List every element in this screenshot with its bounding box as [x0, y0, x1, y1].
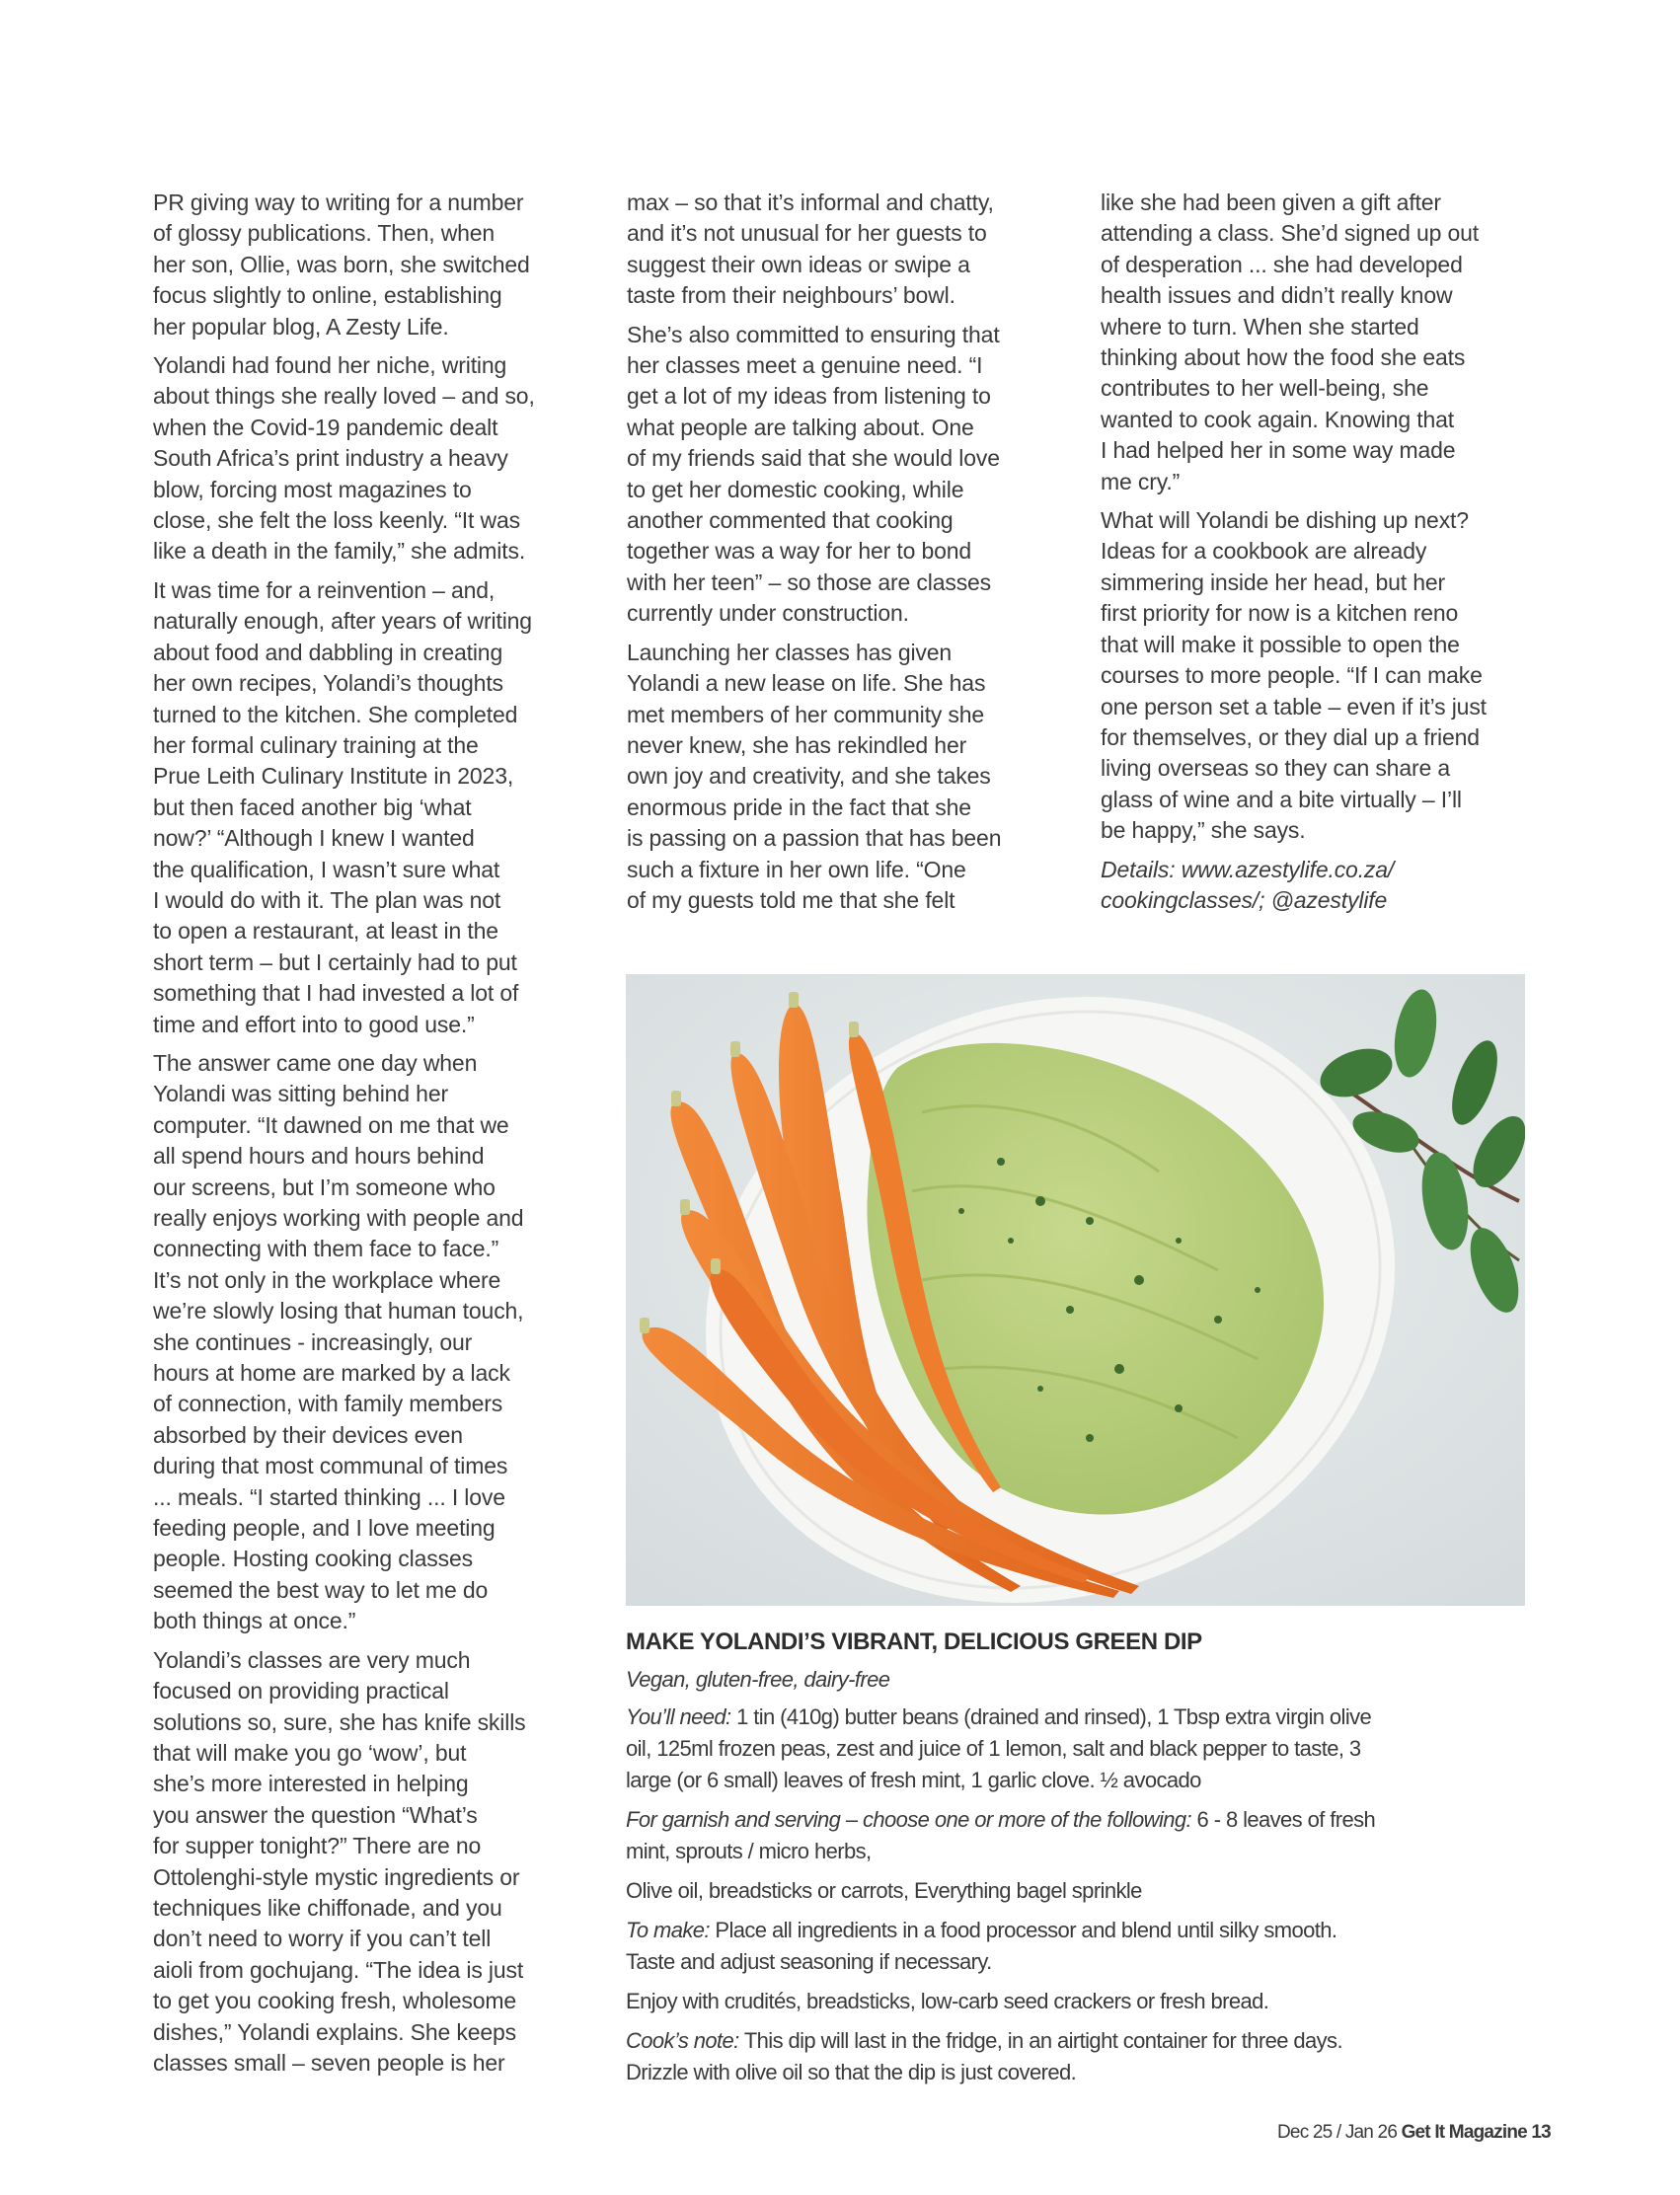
text-line: turned to the kitchen. She completed	[153, 701, 518, 727]
recipe-box	[626, 1627, 1534, 2096]
text-line: connecting with them face to face.”	[153, 1236, 499, 1262]
text-line: where to turn. When she started	[1101, 313, 1419, 340]
text-line: I would do with it. The plan was not	[153, 886, 501, 913]
article-paragraph	[627, 638, 1061, 917]
text-line: that will make it possible to open the	[1101, 631, 1460, 657]
text-line: courses to more people. “If I can make	[1101, 662, 1483, 689]
text-line: during that most communal of times	[153, 1453, 508, 1479]
text-line: Launching her classes has given	[627, 639, 953, 665]
text-line: for supper tonight?” There are no	[153, 1833, 482, 1859]
text-line: get a lot of my ideas from listening to	[627, 383, 991, 410]
text-line: Yolandi had found her niche, writing	[153, 352, 507, 379]
article-paragraph	[1101, 505, 1535, 846]
article-column-1	[153, 188, 587, 2086]
text-line: blow, forcing most magazines to	[153, 476, 472, 502]
text-line: focused on providing practical	[153, 1678, 449, 1704]
text-line: It’s not only in the workplace where	[153, 1266, 501, 1293]
text-line: contributes to her well-being, she	[1101, 375, 1429, 402]
article-paragraph	[627, 188, 1061, 312]
text-line: ... meals. “I started thinking ... I love	[153, 1483, 505, 1510]
magazine-name: Get It Magazine	[1401, 2122, 1527, 2143]
text-line: she’s more interested in helping	[153, 1771, 469, 1797]
text-line: to get you cooking fresh, wholesome	[153, 1988, 517, 2014]
text-line: you answer the question “What’s	[153, 1801, 478, 1828]
text-line: PR giving way to writing for a number	[153, 189, 524, 215]
text-line: one person set a table – even if it’s just	[1101, 693, 1487, 719]
text-line: She’s also committed to ensuring that	[627, 321, 1000, 347]
recipe-serving-extras: Olive oil, breadsticks or carrots, Everything bagel sprinkle	[626, 1878, 1142, 1903]
details-line-1: Details: www.azestylife.co.za/	[1101, 856, 1395, 882]
text-line: is passing on a passion that has been	[627, 825, 1002, 852]
text-line: now?’ “Although I knew I wanted	[153, 825, 475, 852]
text-line: be happy,” she says.	[1101, 817, 1306, 844]
garnish-line-2: mint, sprouts / micro herbs,	[626, 1839, 872, 1863]
text-line: Yolandi was sitting behind her	[153, 1081, 448, 1107]
method-line-1: Place all ingredients in a food processor and blend until silky smooth.	[709, 1918, 1337, 1942]
ingredients-line-3: large (or 6 small) leaves of fresh mint, 1 garlic clove. ½ avocado	[626, 1768, 1201, 1792]
text-line: Yolandi a new lease on life. She has	[627, 670, 986, 697]
text-line: our screens, but I’m someone who	[153, 1173, 496, 1200]
text-line: focus slightly to online, establishing	[153, 282, 502, 309]
cooks-note-label: Cook’s note:	[626, 2028, 739, 2053]
text-line: but then faced another big ‘what	[153, 794, 472, 820]
text-line: to get her domestic cooking, while	[627, 476, 964, 502]
text-line: glass of wine and a bite virtually – I’ll	[1101, 786, 1462, 812]
text-line: South Africa’s print industry a heavy	[153, 445, 508, 472]
text-line: her classes meet a genuine need. “I	[627, 352, 983, 379]
text-line: naturally enough, after years of writing	[153, 608, 532, 635]
text-line: we’re slowly losing that human touch,	[153, 1298, 524, 1325]
text-line: It was time for a reinvention – and,	[153, 576, 496, 603]
text-line: first priority for now is a kitchen reno	[1101, 600, 1459, 627]
article-column-3-body	[1101, 188, 1535, 847]
text-line: own joy and creativity, and she takes	[627, 763, 991, 790]
text-line: of connection, with family members	[153, 1391, 503, 1417]
text-line: Ottolenghi-style mystic ingredients or	[153, 1863, 520, 1890]
text-line: about things she really loved – and so,	[153, 383, 535, 410]
text-line: time and effort into to good use.”	[153, 1011, 475, 1037]
text-line: seemed the best way to let me do	[153, 1576, 489, 1603]
ingredients-line-1: 1 tin (410g) butter beans (drained and rinsed), 1 Tbsp extra virgin olive	[730, 1704, 1372, 1729]
text-line: of my friends said that she would love	[627, 445, 1000, 472]
text-line: attending a class. She’d signed up out	[1101, 220, 1480, 247]
text-line: taste from their neighbours’ bowl.	[627, 282, 955, 309]
article-paragraph	[153, 188, 587, 342]
recipe-enjoy: Enjoy with crudités, breadsticks, low-carb seed crackers or fresh bread.	[626, 1989, 1269, 2013]
text-line: me cry.”	[1101, 468, 1181, 494]
details-line-2: cookingclasses/; @azestylife	[1101, 886, 1388, 913]
text-line: like a death in the family,” she admits.	[153, 538, 526, 565]
text-line: Prue Leith Culinary Institute in 2023,	[153, 763, 514, 790]
garnish-label: For garnish and serving – choose one or more of the following:	[626, 1807, 1192, 1832]
text-line: of my guests told me that she felt	[627, 886, 955, 913]
issue-date: Dec 25 / Jan 26	[1277, 2122, 1402, 2143]
text-line: she continues - increasingly, our	[153, 1328, 473, 1355]
text-line: to open a restaurant, at least in the	[153, 918, 498, 945]
text-line: The answer came one day when	[153, 1049, 478, 1076]
text-line: people. Hosting cooking classes	[153, 1546, 473, 1572]
recipe-dietary-tags: Vegan, gluten-free, dairy-free	[626, 1667, 890, 1692]
text-line: about food and dabbling in creating	[153, 639, 503, 665]
text-line: met members of her community she	[627, 701, 985, 727]
text-line: currently under construction.	[627, 600, 909, 627]
method-label: To make:	[626, 1918, 710, 1942]
recipe-garnish	[626, 1804, 1534, 1867]
text-line: all spend hours and hours behind	[153, 1143, 485, 1170]
text-line: that will make you go ‘wow’, but	[153, 1739, 467, 1766]
text-line: such a fixture in her own life. “One	[627, 856, 966, 882]
text-line: suggest their own ideas or swipe a	[627, 251, 970, 277]
text-line: what people are talking about. One	[627, 414, 974, 440]
cooks-note-line-1: This dip will last in the fridge, in an airtight container for three days.	[738, 2028, 1342, 2053]
text-line: of glossy publications. Then, when	[153, 220, 496, 247]
text-line: absorbed by their devices even	[153, 1421, 463, 1448]
text-line: and it’s not unusual for her guests to	[627, 220, 987, 247]
food-photo-illustration	[626, 974, 1525, 1606]
text-line: close, she felt the loss keenly. “It was	[153, 507, 520, 534]
text-line: like she had been given a gift after	[1101, 189, 1441, 215]
article-paragraph	[153, 575, 587, 1040]
text-line: her son, Ollie, was born, she switched	[153, 251, 530, 277]
text-line: feeding people, and I love meeting	[153, 1515, 496, 1542]
text-line: health issues and didn’t really know	[1101, 282, 1453, 309]
text-line: with her teen” – so those are classes	[627, 568, 992, 595]
text-line: Yolandi’s classes are very much	[153, 1646, 471, 1673]
article-paragraph	[153, 350, 587, 568]
text-line: short term – but I certainly had to put	[153, 948, 517, 975]
text-line: never knew, she has rekindled her	[627, 731, 967, 758]
text-line: solutions so, sure, she has knife skills	[153, 1708, 526, 1735]
green-dip-photo	[626, 974, 1525, 1606]
ingredients-line-2: oil, 125ml frozen peas, zest and juice of 1 lemon, salt and black pepper to taste, 3	[626, 1736, 1361, 1761]
text-line: techniques like chiffonade, and you	[153, 1894, 502, 1921]
article-paragraph	[153, 1645, 587, 2080]
text-line: her popular blog, A Zesty Life.	[153, 313, 449, 340]
text-line: another commented that cooking	[627, 507, 954, 534]
article-paragraph	[627, 320, 1061, 630]
method-line-2: Taste and adjust seasoning if necessary.	[626, 1949, 992, 1974]
page-footer	[1277, 2122, 1551, 2144]
text-line: max – so that it’s informal and chatty,	[627, 189, 994, 215]
article-paragraph	[1101, 188, 1535, 497]
text-line: don’t need to worry if you can’t tell	[153, 1926, 492, 1952]
article-column-2	[627, 188, 1061, 924]
article-paragraph	[153, 1048, 587, 1637]
recipe-ingredients	[626, 1702, 1534, 1796]
text-line: for themselves, or they dial up a friend	[1101, 723, 1480, 750]
garnish-line-1: 6 - 8 leaves of fresh	[1191, 1807, 1376, 1832]
text-line: really enjoys working with people and	[153, 1205, 524, 1231]
text-line: simmering inside her head, but her	[1101, 568, 1446, 595]
text-line: enormous pride in the fact that she	[627, 794, 971, 820]
recipe-method	[626, 1915, 1534, 1978]
recipe-title: MAKE YOLANDI’S VIBRANT, DELICIOUS GREEN DIP	[626, 1628, 1202, 1655]
text-line: Ideas for a cookbook are already	[1101, 538, 1427, 565]
recipe-cooks-note	[626, 2025, 1534, 2088]
text-line: both things at once.”	[153, 1608, 356, 1634]
text-line: of desperation ... she had developed	[1101, 251, 1463, 277]
text-line: together was a way for her to bond	[627, 538, 972, 565]
cooks-note-line-2: Drizzle with olive oil so that the dip is just covered.	[626, 2060, 1077, 2084]
text-line: classes small – seven people is her	[153, 2049, 505, 2076]
text-line: hours at home are marked by a lack	[153, 1360, 510, 1387]
text-line: the qualification, I wasn’t sure what	[153, 856, 500, 882]
ingredients-label: You’ll need:	[626, 1704, 731, 1729]
text-line: What will Yolandi be dishing up next?	[1101, 507, 1469, 534]
text-line: when the Covid-19 pandemic dealt	[153, 414, 498, 440]
text-line: her formal culinary training at the	[153, 731, 479, 758]
text-line: I had helped her in some way made	[1101, 437, 1456, 464]
text-line: something that I had invested a lot of	[153, 980, 519, 1007]
text-line: wanted to cook again. Knowing that	[1101, 406, 1455, 432]
text-line: aioli from gochujang. “The idea is just	[153, 1956, 524, 1983]
page-number: 13	[1526, 2122, 1551, 2143]
text-line: thinking about how the food she eats	[1101, 344, 1466, 371]
article-column-3	[1101, 188, 1535, 924]
text-line: dishes,” Yolandi explains. She keeps	[153, 2018, 516, 2045]
text-line: her own recipes, Yolandi’s thoughts	[153, 670, 503, 697]
text-line: computer. “It dawned on me that we	[153, 1111, 509, 1138]
text-line: living overseas so they can share a	[1101, 755, 1451, 782]
details-link-text	[1101, 855, 1535, 917]
